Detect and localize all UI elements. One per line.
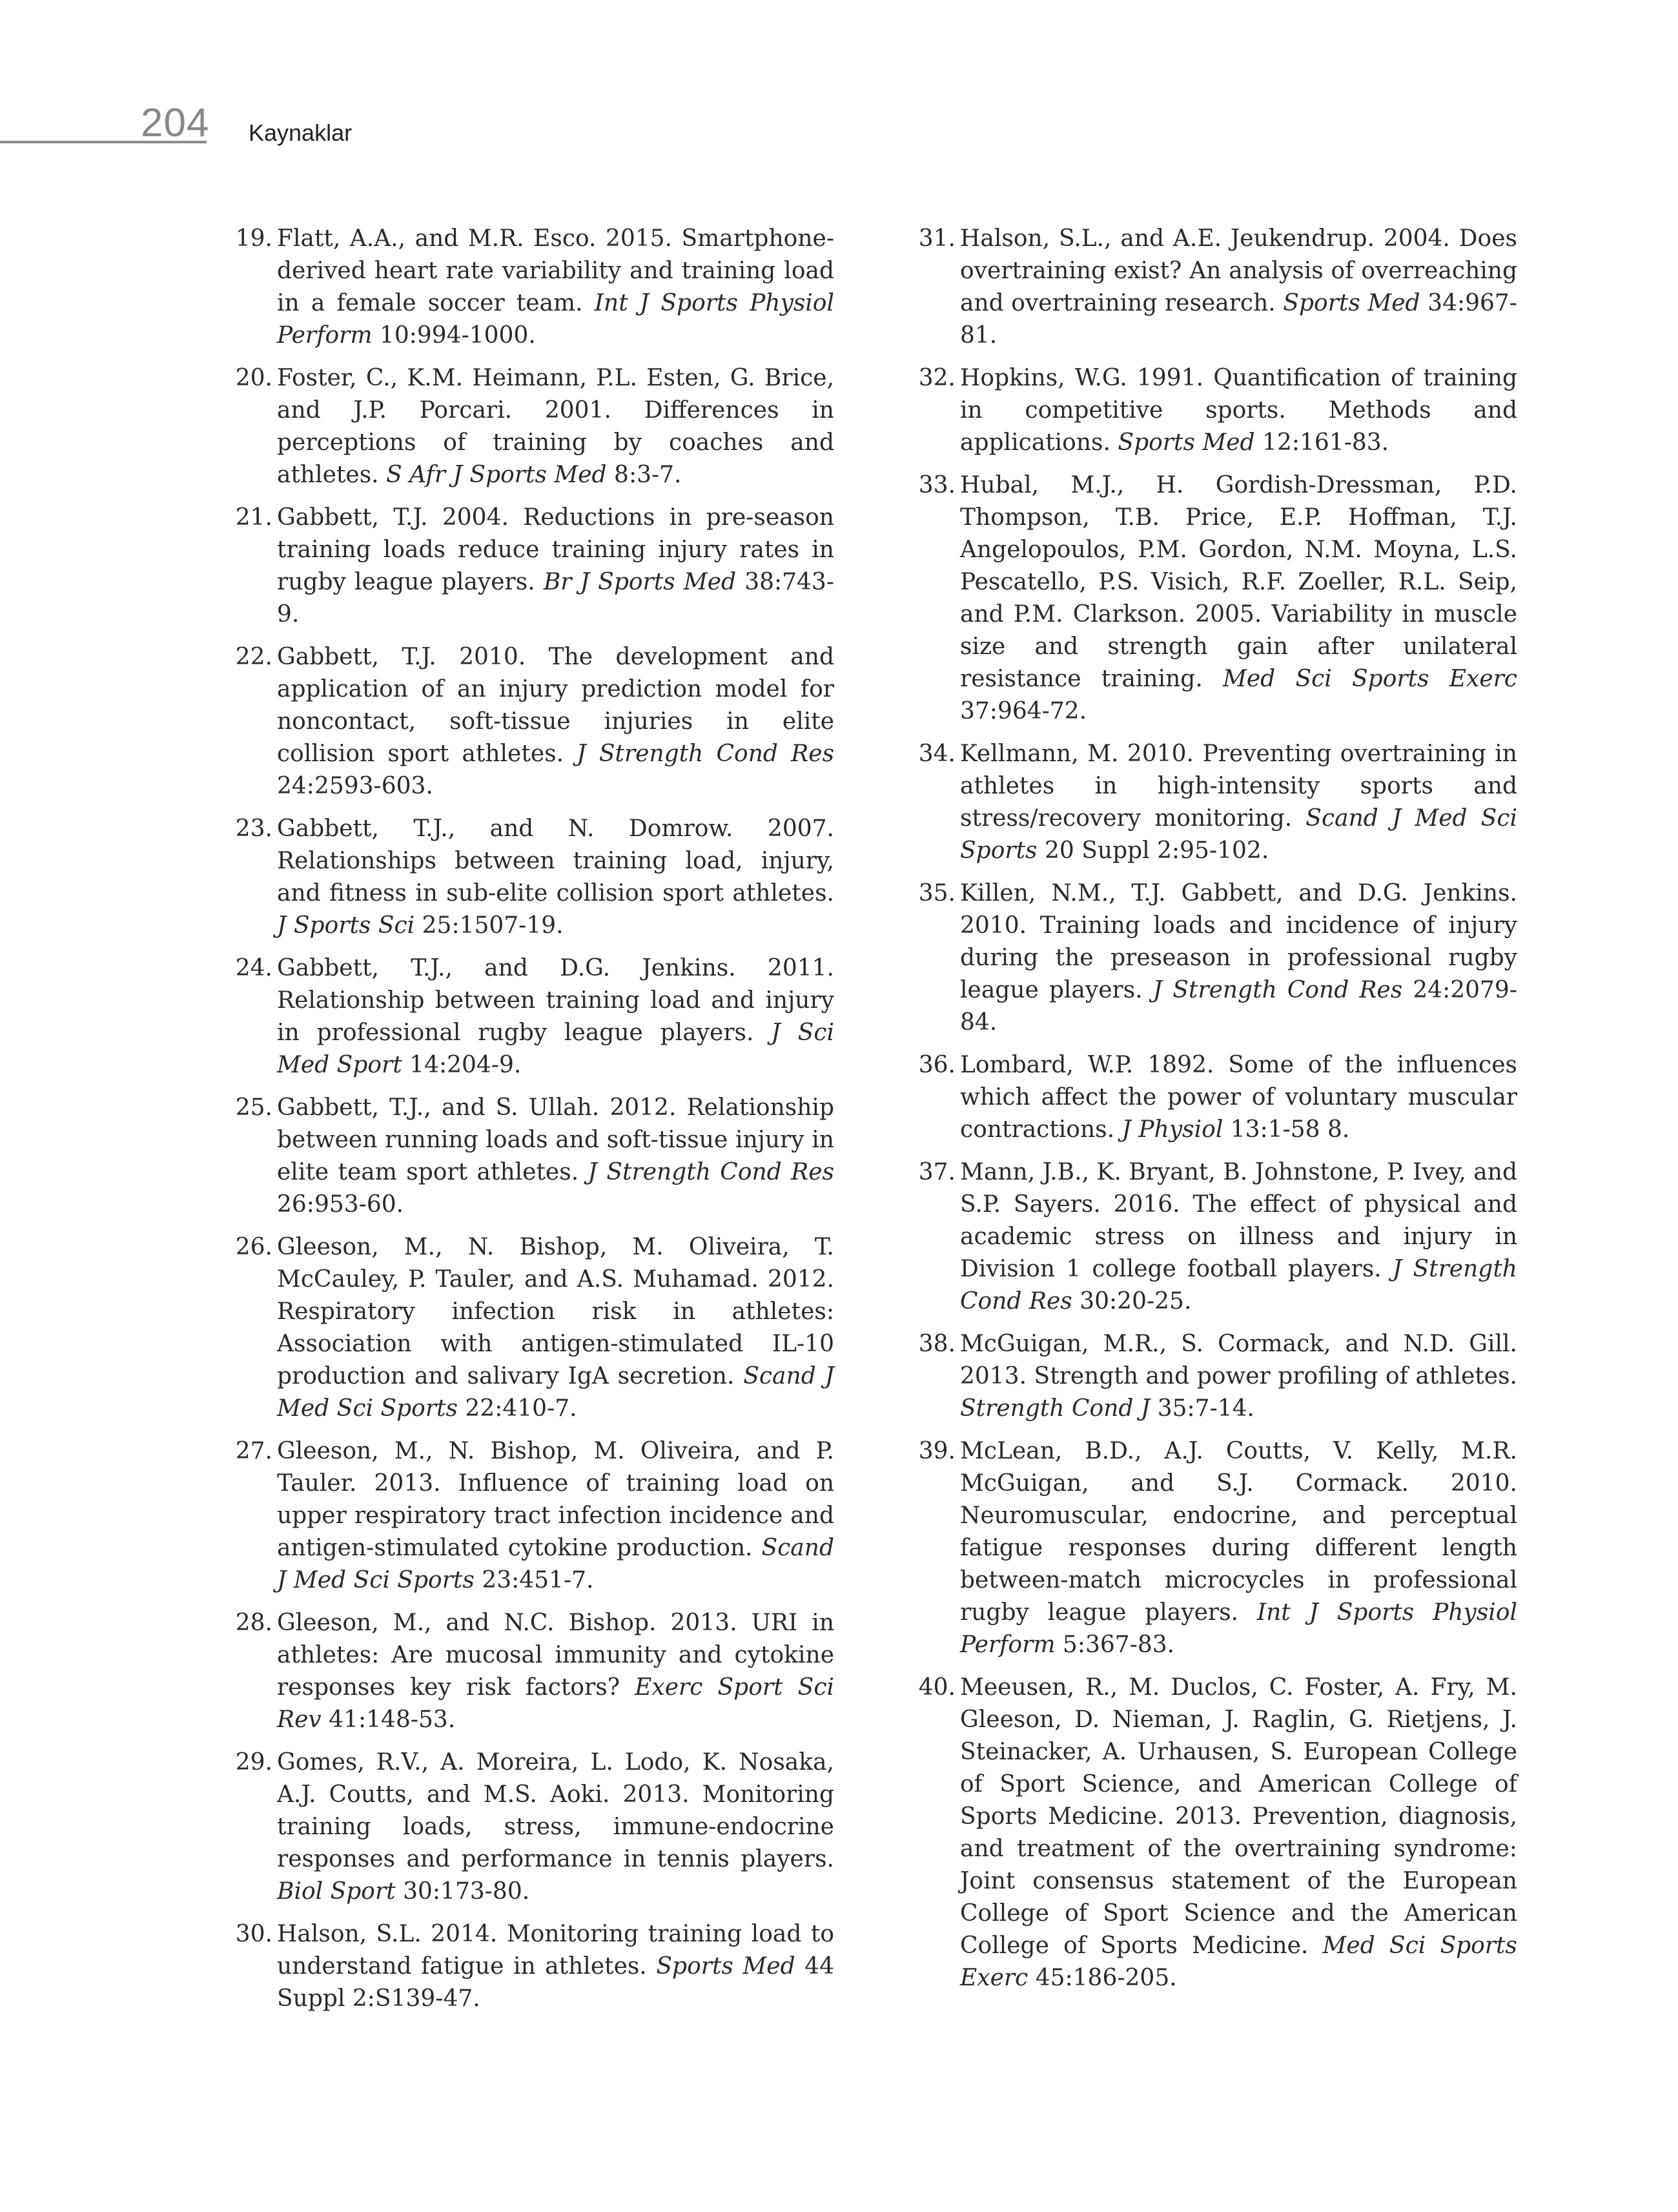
reference-journal: S Afr J Sports Med: [386, 462, 607, 488]
reference-item: [910, 1435, 1517, 1661]
reference-number: 36.: [918, 1052, 956, 1078]
reference-citation: 37:964-72.: [960, 698, 1087, 724]
reference-text: Gabbett, T.J. 2010. The development and application of an injury prediction model for noncontact, soft-tissue injuries in elite collision sport athletes.: [277, 644, 834, 767]
reference-citation: 30:173-80.: [395, 1878, 530, 1905]
reference-item: [227, 1607, 834, 1736]
reference-item: [910, 223, 1517, 352]
reference-number: 31.: [918, 225, 956, 252]
reference-item: [227, 362, 834, 491]
reference-number: 21.: [235, 504, 272, 531]
reference-text: Halson, S.L., and A.E. Jeukendrup. 2004. Does overtraining exist? An analysis of overreaching and overtraining research.: [960, 225, 1517, 316]
reference-journal: Med Sci Sports Exerc: [1223, 666, 1517, 692]
reference-text: Killen, N.M., T.J. Gabbett, and D.G. Jenkins. 2010. Training loads and incidence of injury during the preseason in professional rugby league players.: [960, 880, 1517, 1003]
reference-item: [910, 1156, 1517, 1318]
reference-journal: J Sci Med Sport: [277, 1019, 835, 1078]
reference-number: 33.: [918, 472, 956, 498]
reference-number: 32.: [918, 365, 956, 391]
reference-journal: Sports Med: [656, 1953, 795, 1980]
reference-text: McLean, B.D., A.J. Coutts, V. Kelly, M.R. McGuigan, and S.J. Cormack. 2010. Neuromuscular, endocrine, and perceptual fatigue responses during different length between-match microcycles in professional rugby league players.: [960, 1438, 1517, 1626]
reference-citation: 25:1507-19.: [414, 912, 564, 939]
reference-item: [227, 1435, 834, 1597]
reference-citation: 5:367-83.: [1055, 1632, 1175, 1658]
reference-journal: Sports Med: [1283, 290, 1420, 316]
reference-number: 23.: [235, 815, 272, 842]
reference-number: 34.: [918, 741, 956, 767]
reference-citation: 34:967-81.: [960, 290, 1517, 349]
reference-item: [910, 1672, 1517, 1994]
reference-citation: 13:1-58 8.: [1223, 1116, 1350, 1143]
reference-item: [227, 813, 834, 942]
reference-citation: 41:148-53.: [321, 1706, 456, 1733]
reference-citation: 23:451-7.: [474, 1567, 594, 1593]
reference-item: [227, 1092, 834, 1221]
reference-number: 20.: [235, 365, 272, 391]
reference-text: Flatt, A.A., and M.R. Esco. 2015. Smartphone-derived heart rate variability and training load in a female soccer team.: [277, 225, 834, 316]
reference-journal: J Strength Cond Res: [588, 1159, 834, 1185]
reference-text: Hopkins, W.G. 1991. Quantification of training in competitive sports. Methods and applications.: [960, 365, 1517, 456]
reference-citation: 22:410-7.: [457, 1395, 577, 1422]
reference-number: 35.: [918, 880, 956, 906]
reference-citation: 24:2593-603.: [277, 773, 433, 799]
reference-citation: 45:186-205.: [1028, 1965, 1177, 1991]
reference-citation: 38:743-9.: [277, 569, 835, 628]
reference-item: [227, 952, 834, 1081]
reference-text: Gleeson, M., N. Bishop, M. Oliveira, and P. Tauler. 2013. Influence of training load on upper respiratory tract infection incidence and antigen-stimulated cytokine production.: [277, 1438, 834, 1561]
reference-text: Foster, C., K.M. Heimann, P.L. Esten, G. Brice, and J.P. Porcari. 2001. Differences in perceptions of training by coaches and athletes.: [277, 365, 834, 488]
reference-text: Kellmann, M. 2010. Preventing overtraining in athletes in high-intensity sports and stress/recovery monitoring.: [960, 741, 1517, 832]
reference-number: 27.: [235, 1438, 272, 1464]
reference-citation: 12:161-83.: [1254, 429, 1389, 456]
reference-text: McGuigan, M.R., S. Cormack, and N.D. Gill. 2013. Strength and power profiling of athletes.: [960, 1331, 1517, 1389]
reference-citation: 26:953-60.: [277, 1191, 404, 1218]
reference-number: 30.: [235, 1921, 272, 1947]
reference-column-left: [227, 223, 834, 2025]
reference-number: 39.: [918, 1438, 956, 1464]
reference-journal: Int J Sports Physiol Perform: [277, 290, 834, 349]
reference-journal: J Strength Cond Res: [577, 741, 835, 767]
reference-citation: 14:204-9.: [402, 1052, 522, 1078]
page-number: 204: [141, 101, 210, 145]
reference-text: Gabbett, T.J., and N. Domrow. 2007. Relationships between training load, injury, and fitness in sub-elite collision sport athletes.: [277, 815, 834, 906]
reference-journal: Int J Sports Physiol Perform: [960, 1599, 1518, 1658]
reference-citation: 24:2079-84.: [960, 977, 1517, 1036]
reference-item: [227, 641, 834, 803]
reference-item: [227, 502, 834, 631]
reference-number: 37.: [918, 1159, 956, 1185]
reference-journal: Scand J Med Sci Sports: [277, 1535, 834, 1593]
reference-text: Gabbett, T.J. 2004. Reductions in pre-season training loads reduce training injury rates in rugby league players.: [277, 504, 834, 595]
reference-citation: 20 Suppl 2:95-102.: [1037, 837, 1269, 864]
reference-journal: J Strength Cond Res: [1152, 977, 1403, 1003]
reference-text: Gleeson, M., N. Bishop, M. Oliveira, T. McCauley, P. Tauler, and A.S. Muhamad. 2012. Respiratory infection risk in athletes: Association with antigen-stimulated IL-10 production and salivary IgA secretion.: [277, 1234, 834, 1389]
reference-journal: Sports Med: [1118, 429, 1255, 456]
reference-item: [227, 1918, 834, 2015]
reference-number: 19.: [235, 225, 272, 252]
reference-journal: Scand J Med Sci Sports: [960, 805, 1518, 864]
reference-journal: Scand J Med Sci Sports: [277, 1363, 834, 1422]
reference-journal: J Strength Cond Res: [960, 1256, 1517, 1315]
reference-item: [910, 362, 1517, 459]
reference-number: 29.: [235, 1749, 272, 1776]
reference-number: 24.: [235, 955, 272, 981]
reference-journal: Br J Sports Med: [543, 569, 737, 595]
reference-journal: J Physiol: [1121, 1116, 1223, 1143]
reference-text: Gleeson, M., and N.C. Bishop. 2013. URI in athletes: Are mucosal immunity and cytokine responses key risk factors?: [277, 1610, 834, 1701]
reference-item: [227, 223, 834, 352]
reference-number: 26.: [235, 1234, 272, 1260]
reference-journal: Exerc Sport Sci Rev: [277, 1674, 834, 1733]
reference-number: 40.: [918, 1674, 956, 1701]
reference-text: Mann, J.B., K. Bryant, B. Johnstone, P. Ivey, and S.P. Sayers. 2016. The effect of physical and academic stress on illness and injury in Division 1 college football players.: [960, 1159, 1517, 1282]
reference-text: Gabbett, T.J., and D.G. Jenkins. 2011. Relationship between training load and injury in professional rugby league players.: [277, 955, 834, 1046]
reference-text: Lombard, W.P. 1892. Some of the influences which affect the power of voluntary muscular contractions.: [960, 1052, 1517, 1143]
reference-item: [227, 1231, 834, 1425]
reference-item: [910, 469, 1517, 728]
reference-text: Hubal, M.J., H. Gordish-Dressman, P.D. Thompson, T.B. Price, E.P. Hoffman, T.J. Angelopoulos, P.M. Gordon, N.M. Moyna, L.S. Pescatello, P.S. Visich, R.F. Zoeller, R.L. Seip, and P.M. Clarkson. 2005. Variability in muscle size and strength gain after unilateral resistance training.: [960, 472, 1517, 692]
reference-number: 25.: [235, 1094, 272, 1121]
reference-journal: J Sports Sci: [277, 912, 415, 939]
reference-citation: 8:3-7.: [606, 462, 682, 488]
reference-citation: 30:20-25.: [1072, 1288, 1192, 1315]
reference-item: [910, 877, 1517, 1039]
reference-item: [227, 1746, 834, 1908]
reference-item: [910, 738, 1517, 867]
reference-citation: 10:994-1000.: [372, 322, 536, 349]
reference-journal: Biol Sport: [277, 1878, 396, 1905]
reference-number: 28.: [235, 1610, 272, 1636]
reference-text: Gomes, R.V., A. Moreira, L. Lodo, K. Nosaka, A.J. Coutts, and M.S. Aoki. 2013. Monitoring training loads, stress, immune-endocrine responses and performance in tennis players.: [277, 1749, 834, 1872]
reference-column-right: [910, 223, 1517, 2005]
reference-text: Gabbett, T.J., and S. Ullah. 2012. Relationship between running loads and soft-tissue injury in elite team sport athletes.: [277, 1094, 834, 1185]
reference-text: Meeusen, R., M. Duclos, C. Foster, A. Fry, M. Gleeson, D. Nieman, J. Raglin, G. Rietjens, J. Steinacker, A. Urhausen, S. European College of Sport Science, and American College of Sports Medicine. 2013. Prevention, diagnosis, and treatment of the overtraining syndrome: Joint consensus statement of the European College of Sport Science and the American College of Sports Medicine.: [960, 1674, 1517, 1959]
reference-text: Halson, S.L. 2014. Monitoring training load to understand fatigue in athletes.: [277, 1921, 834, 1980]
reference-journal: Strength Cond J: [960, 1395, 1151, 1422]
reference-number: 22.: [235, 644, 272, 670]
reference-journal: Med Sci Sports Exerc: [960, 1932, 1517, 1991]
running-head: Kaynaklar: [249, 119, 353, 146]
reference-citation: 44 Suppl 2:S139-47.: [277, 1953, 835, 2012]
reference-item: [910, 1049, 1517, 1146]
reference-citation: 35:7-14.: [1150, 1395, 1254, 1422]
reference-item: [910, 1328, 1517, 1425]
reference-number: 38.: [918, 1331, 956, 1357]
